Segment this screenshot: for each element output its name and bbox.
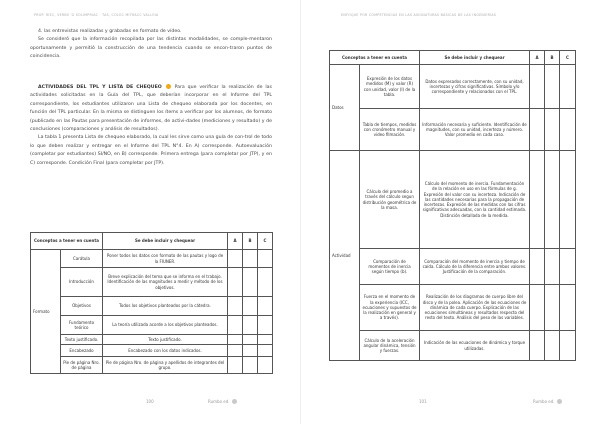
check-cell: Encabezado con los datos indicados. <box>103 345 228 357</box>
table-row <box>31 316 273 335</box>
concept-cell: Encabezado <box>61 345 103 357</box>
mark-cell-a <box>228 268 243 297</box>
paragraph <box>30 84 272 134</box>
concept-cell: Expresión de los datos medidos (M) y valor (R) con unidad, valor (I) de la tabla. <box>360 65 420 109</box>
body-text <box>30 28 272 62</box>
mark-cell-c <box>258 357 273 374</box>
group-cell: Datos <box>330 65 360 151</box>
table-header-row <box>31 233 273 250</box>
mark-cell-a <box>530 249 545 285</box>
check-cell: Cálculo del momento de inercia. Fundamentación de la relación en uso en las fórmulas de g. Expresión del valor con su incerteza. Indicación de las cantidades necesarias para la propagación de incertezas. Expresión de las medidas con las cifras significativas adecuadas, con la cantidad estimada. Distinción detallada de la medida. <box>420 151 530 249</box>
mark-cell-c <box>560 331 576 361</box>
publisher-footer <box>533 399 562 405</box>
check-cell: Todos los objetivos planteados por la cátedra. <box>103 297 228 316</box>
mark-cell-c <box>560 249 576 285</box>
mark-cell-a <box>530 109 545 151</box>
logo-icon <box>232 399 237 404</box>
checklist-table <box>329 50 576 361</box>
bullet-icon <box>166 84 171 89</box>
mark-cell-a <box>530 65 545 109</box>
table-row <box>330 65 576 109</box>
mark-cell-a <box>228 345 243 357</box>
concept-cell: Fundamento teórico <box>61 316 103 335</box>
publisher-footer <box>208 399 237 405</box>
running-head: ENFOQUE POR COMPETENCIAS EN LAS ASIGNATURAS BÁSICAS DE LAS INGENIERÍAS <box>341 13 497 17</box>
concept-cell: Fuerza en el momento de la experiencia (ICC, ecuaciones y supuestos de la realización en general y a través). <box>360 285 420 331</box>
mark-cell-b <box>243 357 258 374</box>
mark-cell-b <box>545 249 560 285</box>
publisher-name: Rumbo ed. <box>533 398 555 404</box>
table-row <box>330 151 576 249</box>
concept-cell: Objetivos <box>61 297 103 316</box>
column-header: A <box>530 51 545 65</box>
table-row <box>330 331 576 361</box>
running-head: PROP. RIEC, VERBS 'G SOLIMPRIAC · TAS, COLOC MITRACC VALLOIA <box>34 13 159 17</box>
mark-cell-c <box>560 65 576 109</box>
table-row <box>31 357 273 374</box>
list-item: 4. las entrevistas realizadas y grabadas en formato de vídeo. <box>38 29 182 34</box>
concept-cell: Carátula <box>61 250 103 268</box>
section-heading: ACTIVIDADES DEL TPL Y LISTA DE CHEQUEO <box>38 85 162 90</box>
column-header: Conceptos a tener en cuenta <box>330 51 420 65</box>
mark-cell-c <box>258 345 273 357</box>
paragraph: La tabla 1 presenta Lista de chequeo elaborado, la cual les sirve como una guía de con-trol de todo lo que deben realizar y entregar en el Informe del TPL N°4. En A) corresponde. Autoevaluación (completar por estudiantes) SI/NO, en B) corresponde. Primera entrega (para completar por JTP), y en C) corresponde. Condición Final (para completar por JTP). <box>30 135 272 166</box>
column-header: B <box>243 233 258 250</box>
concept-cell: Tabla de tiempos, medidos con cronómetro manual y video filmación. <box>360 109 420 151</box>
mark-cell-c <box>560 285 576 331</box>
mark-cell-b <box>545 65 560 109</box>
concept-cell: Pie de página Nro. de página <box>61 357 103 374</box>
mark-cell-a <box>530 285 545 331</box>
paragraph: Se consideró que la información recopilada por las distintas modalidades, se comple-mentaron oportunamente y permitió la construcción de una tendencia cuando se encon-traron puntos de coincidencia. <box>30 37 272 60</box>
mark-cell-c <box>258 316 273 335</box>
column-header: C <box>258 233 273 250</box>
mark-cell-a <box>228 250 243 268</box>
group-cell: Actividad <box>330 151 360 361</box>
mark-cell-b <box>243 345 258 357</box>
concept-cell: Introducción <box>61 268 103 297</box>
mark-cell-c <box>258 268 273 297</box>
column-header: Se debe incluir y chequear <box>103 233 228 250</box>
body-text <box>30 84 272 168</box>
column-header: Conceptos a tener en cuenta <box>31 233 103 250</box>
mark-cell-b <box>243 335 258 345</box>
column-header: Se debe incluir y chequear <box>420 51 530 65</box>
mark-cell-b <box>243 250 258 268</box>
checklist-table <box>30 232 273 374</box>
concept-cell: Cálculo de la aceleración angular dinámica, tensión y fuerzas. <box>360 331 420 361</box>
check-cell: Poner todos los datos con formato de las pautas y logo de la FIUNER. <box>103 250 228 268</box>
column-header: B <box>545 51 560 65</box>
mark-cell-c <box>258 250 273 268</box>
concept-cell: Texto justificado. <box>61 335 103 345</box>
check-cell: La teoría utilizada acorde a los objetivos planteados. <box>103 316 228 335</box>
check-cell: Indicación de las ecuaciones de dinámica y torque utilizadas. <box>420 331 530 361</box>
table-header-row <box>330 51 576 65</box>
check-cell: Texto justificado. <box>103 335 228 345</box>
mark-cell-a <box>228 297 243 316</box>
check-cell: Realización de los diagramas de cuerpo libre del disco y de la polea. Aplicación de las ecuaciones de dinámica de cada cuerpo. Explicación de las ecuaciones simultáneas y resultados respecto del resto del texto. Análisis del peso de las variables. <box>420 285 530 331</box>
mark-cell-c <box>560 151 576 249</box>
table-row <box>31 335 273 345</box>
table-row <box>31 250 273 268</box>
mark-cell-c <box>560 109 576 151</box>
mark-cell-a <box>530 151 545 249</box>
table-row <box>330 285 576 331</box>
page-number: 100 <box>146 399 154 404</box>
concept-cell: Comparación de momentos de inercia según tiempo (b). <box>360 249 420 285</box>
check-cell: Comparación del momento de inercia y tiempo de caída. Cálculo de la diferencia entre ambos valores. Justificación de la comparación. <box>420 249 530 285</box>
paragraph-text: Para que verificar la realización de las actividades solicitadas en la Guía del TPL, que deberían incorporar en el Informe del TPL correspondiente, los estudiantes utilizaron una Lista de chequeo elaborada por los docentes, en función del TPL particular. En la misma se distinguen los ítems a verificar por los alumnos, de formato (publicado en las Pautas para presentación de informes, de activi-dades (mediciones y resultado) y de conclusiones (comparaciones y análisis de resultados). <box>30 85 272 133</box>
mark-cell-b <box>545 285 560 331</box>
mark-cell-a <box>228 357 243 374</box>
table-row <box>31 297 273 316</box>
concept-cell: Cálculo del promedio a través del cálculo segun distribución geométrica de la masa. <box>360 151 420 249</box>
mark-cell-b <box>545 109 560 151</box>
table-row <box>330 109 576 151</box>
table-row <box>31 345 273 357</box>
check-cell: Información necesaria y suficiente. Identificación de magnitudes, con su unidad, incerteza y número. Valor promedio en cada caso. <box>420 109 530 151</box>
table-row <box>330 249 576 285</box>
column-header: A <box>228 233 243 250</box>
logo-icon <box>557 399 562 404</box>
mark-cell-c <box>258 335 273 345</box>
table-row <box>31 268 273 297</box>
check-cell: Datos expresados correctamente, con su unidad, incertezas y cifras significativas. Símbolo y/o correspondiente y relacionados con el TPL. <box>420 65 530 109</box>
mark-cell-b <box>243 297 258 316</box>
page-number: 101 <box>419 399 427 404</box>
column-header: C <box>560 51 576 65</box>
mark-cell-b <box>545 331 560 361</box>
mark-cell-b <box>243 268 258 297</box>
check-cell: Breve explicación del tema que se informa en el trabajo. Identificación de las magnitudes a medir y método de los objetivos. <box>103 268 228 297</box>
mark-cell-a <box>228 335 243 345</box>
right-page <box>300 0 600 424</box>
mark-cell-a <box>530 331 545 361</box>
mark-cell-c <box>258 297 273 316</box>
publisher-name: Rumbo ed. <box>208 398 230 404</box>
group-cell: Formato <box>31 250 61 374</box>
mark-cell-b <box>545 151 560 249</box>
mark-cell-a <box>228 316 243 335</box>
check-cell: Pie de página Nro. de página y apellidos de integrantes del grupo. <box>103 357 228 374</box>
mark-cell-b <box>243 316 258 335</box>
